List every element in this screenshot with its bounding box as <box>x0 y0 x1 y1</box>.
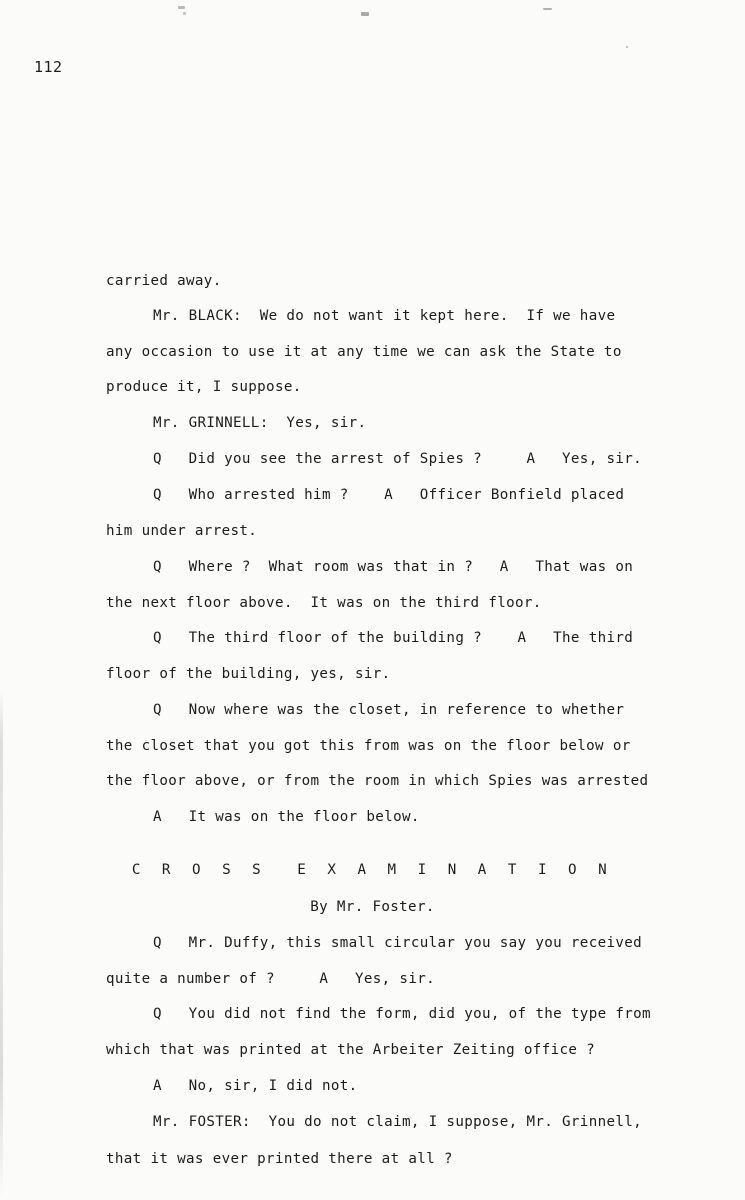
transcript-line-1: carried away. <box>106 273 222 289</box>
section-heading: C R O S S E X A M I N A T I O N <box>131 862 614 878</box>
transcript-line-4: produce it, I suppose. <box>106 379 302 395</box>
transcript-line-5: Mr. GRINNELL: Yes, sir. <box>153 415 367 431</box>
transcript-line-23: A No, sir, I did not. <box>153 1078 358 1094</box>
transcript-line-16: A It was on the floor below. <box>153 809 420 825</box>
transcript-line-13: Q Now where was the closet, in reference to whether <box>153 702 625 718</box>
transcript-line-3: any occasion to use it at any time we can ask the State to <box>106 344 622 360</box>
transcript-line-15: the floor above, or from the room in which Spies was arrested <box>106 773 649 789</box>
transcript-line-2: Mr. BLACK: We do not want it kept here. If we have <box>153 308 616 324</box>
section-subheading: By Mr. Foster. <box>310 899 435 915</box>
transcript-line-21: Q You did not find the form, did you, of the type from <box>153 1006 651 1022</box>
transcript-line-24: Mr. FOSTER: You do not claim, I suppose, Mr. Grinnell, <box>153 1114 643 1130</box>
transcript-line-25: that it was ever printed there at all ? <box>106 1151 453 1167</box>
transcript-line-10: the next floor above. It was on the third floor. <box>106 595 542 611</box>
transcript-line-20: quite a number of ? A Yes, sir. <box>106 971 435 987</box>
transcript-line-7: Q Who arrested him ? A Officer Bonfield placed <box>153 487 625 503</box>
transcript-line-14: the closet that you got this from was on the floor below or <box>106 738 631 754</box>
transcript-line-12: floor of the building, yes, sir. <box>106 666 391 682</box>
page-edge-shadow <box>0 690 3 1200</box>
transcript-line-19: Q Mr. Duffy, this small circular you say you received <box>153 935 643 951</box>
transcript-line-11: Q The third floor of the building ? A The third <box>153 630 634 646</box>
transcript-line-9: Q Where ? What room was that in ? A That was on <box>153 559 634 575</box>
transcript-line-6: Q Did you see the arrest of Spies ? A Yes, sir. <box>153 451 643 467</box>
transcript-line-8: him under arrest. <box>106 523 258 539</box>
page-number: 112 <box>34 58 63 76</box>
transcript-line-22: which that was printed at the Arbeiter Zeiting office ? <box>106 1042 596 1058</box>
